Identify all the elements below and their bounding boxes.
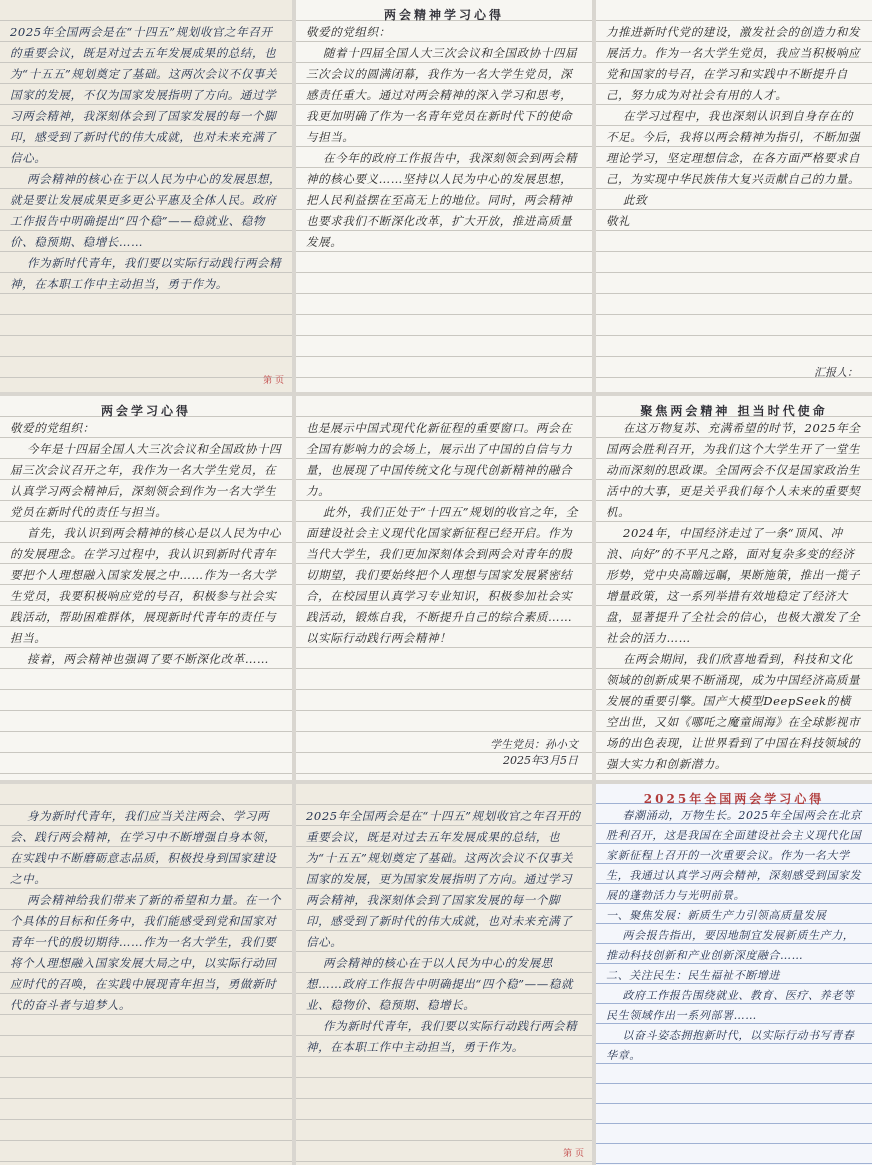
- page-body-text: 2025年全国两会是在“十四五”规划收官之年召开的重要会议，既是对过去五年发展成果的总结，也为“十五五”规划奠定了基础。这两次会议不仅事关国家的发展，更为国家发展指明了方向。通过学习两会精神，我深刻体会到了国家发展的每一个脚印，感受到了新时代的伟大成就，也对未来充满了信心。 两会精神的核心在于以人民为中心的发展思想……政府工作报告中明确提出“四个稳”——稳就业、稳物价、稳预期、稳增长。 作为新时代青年，我们要以实际行动践行两会精神，在本职工作中主动担当，勇于作为。: [306, 809, 581, 1054]
- page-title: [296, 784, 592, 804]
- page-body-text: 在这万物复苏、充满希望的时节，2025年全国两会胜利召开，为我们这个大学生开了一堂生动而深刻的思政课。全国两会不仅是国家政治生活中的大事，更是关乎我们每个人未来的重要契机。 2024年，中国经济走过了一条“顶风、冲浪、向好”的不平凡之路，面对复杂多变的经济形势，党中央高瞻远瞩，果断施策，推出一揽子增量政策，这一系列举措有效地稳定了经济大盘，显著提升了全社会的信心，也极大激发了全社会的活力…… 在两会期间，我们欣喜地看到，科技和文化领域的创新成果不断涌现，成为中国经济高质量发展的重要引擎。国产大模型DeepSeek的横空出世，又如《哪吒之魔童闹海》在全球影视市场的出色表现，让世界看到了中国在科技领域的强大实力和创新潜力。: [606, 421, 861, 771]
- page-title: [596, 0, 872, 20]
- page-body-text: 2025年全国两会是在“十四五”规划收官之年召开的重要会议，既是对过去五年发展成果的总结，也为“十五五”规划奠定了基础。这两次会议不仅事关国家的发展，不仅为国家发展指明了方向。通过学习两会精神，我深刻体会到了国家发展的每一个脚印，感受到了新时代的伟大成就，也对未来充满了信心。 两会精神的核心在于以人民为中心的发展思想，就是要让发展成果更多更公平惠及全体人民。政府工作报告中明确提出“四个稳”——稳就业、稳物价、稳预期、稳增长…… 作为新时代青年，我们要以实际行动践行两会精神，在本职工作中主动担当，勇于作为。: [10, 25, 282, 291]
- handwritten-page-4: [0, 396, 292, 780]
- handwritten-page-1: [0, 0, 292, 392]
- page-number: 第 页: [563, 1149, 584, 1159]
- handwritten-page-5: [296, 396, 592, 780]
- page-body-text: 敬爱的党组织： 随着十四届全国人大三次会议和全国政协十四届三次会议的圆满闭幕，我作为一名大学生党员，深感责任重大。通过对两会精神的深入学习和思考，我更加明确了作为一名青年党员在新时代下的使命与担当。 在今年的政府工作报告中，我深刻领会到两会精神的核心要义……坚持以人民为中心的发展思想，把人民利益摆在至高无上的地位。同时，两会精神也要求我们不断深化改革，扩大开放，推进高质量发展。: [306, 25, 578, 249]
- page-body-text: 敬爱的党组织： 今年是十四届全国人大三次会议和全国政协十四届三次会议召开之年，我作为一名大学生党员，在认真学习两会精神后，深刻领会到作为一名大学生党员在新时代的责任与担当。 首先，我认识到两会精神的核心是以人民为中心的发展理念。在学习过程中，我认识到新时代青年要把个人理想融入国家发展之中……作为一名大学生党员，我要积极响应党的号召，积极参与社会实践活动，帮助困难群体，展现新时代青年的责任与担当。 接着，两会精神也强调了要不断深化改革……: [10, 421, 282, 666]
- page-number: 第 页: [263, 376, 284, 386]
- signature-block: 学生党员：孙小文 2025年3月5日: [490, 738, 578, 767]
- signature-label: 汇报人：: [814, 366, 858, 379]
- page-body-text: 身为新时代青年，我们应当关注两会、学习两会、践行两会精神，在学习中不断增强自身本领，在实践中不断磨砺意志品质，积极投身到国家建设之中。 两会精神给我们带来了新的希望和力量。在一个个具体的目标和任务中，我们能感受到党和国家对青年一代的殷切期待……作为一名大学生，我们要将个人理想融入国家发展大局之中，以实际行动回应时代的召唤，在实践中展现青年担当，勇做新时代的奋斗者与追梦人。: [10, 809, 282, 1012]
- page-body-text: 春潮涌动，万物生长。2025年全国两会在北京胜利召开，这是我国在全面建设社会主义现代化国家新征程上召开的一次重要会议。作为一名大学生，我通过认真学习两会精神，深刻感受到国家发展的蓬勃活力与光明前景。 一、聚焦发展：新质生产力引领高质量发展 两会报告指出，要因地制宜发展新质生产力，推动科技创新和产业创新深度融合…… 二、关注民生：民生福祉不断增进 政府工作报告围绕就业、教育、医疗、养老等民生领域作出一系列部署…… 以奋斗姿态拥抱新时代，以实际行动书写青春华章。: [606, 809, 862, 1062]
- handwritten-page-7: [0, 784, 292, 1165]
- page-title: 两会精神学习心得: [383, 8, 504, 22]
- page-title: 聚焦两会精神 担当时代使命: [640, 404, 828, 418]
- handwritten-page-6: [596, 396, 872, 780]
- handwritten-page-9: [596, 784, 872, 1165]
- page-body-text: 也是展示中国式现代化新征程的重要窗口。两会在全国有影响力的会场上，展示出了中国的自信与力量，也展现了中国传统文化与现代创新精神的融合力。 此外，我们正处于“十四五”规划的收官之年，全面建设社会主义现代化国家新征程已经开启。作为当代大学生，我们更加深刻体会到两会对青年的殷切期望，我们要始终把个人理想与国家发展紧密结合，在校园里认真学习专业知识，积极参加社会实践活动，锻炼自我，不断提升自己的综合素质……以实际行动践行两会精神！: [306, 421, 578, 645]
- page-title: [0, 784, 292, 804]
- page-title: [296, 396, 592, 416]
- handwritten-page-3: [596, 0, 872, 392]
- page-body-text: 力推进新时代党的建设，激发社会的创造力和发展活力。作为一名大学生党员，我应当积极响应党和国家的号召，在学习和实践中不断提升自己，努力成为对社会有用的人才。 在学习过程中，我也深刻认识到自身存在的不足。今后，我将以两会精神为指引，不断加强理论学习，坚定理想信念，在各方面严格要求自己，为实现中华民族伟大复兴贡献自己的力量。 此致 敬礼: [606, 25, 861, 228]
- handwritten-page-8: [296, 784, 592, 1165]
- page-title: 两会学习心得: [100, 404, 191, 418]
- page-title: 2025年全国两会学习心得: [643, 792, 825, 806]
- handwritten-page-2: [296, 0, 592, 392]
- page-title: [0, 0, 292, 20]
